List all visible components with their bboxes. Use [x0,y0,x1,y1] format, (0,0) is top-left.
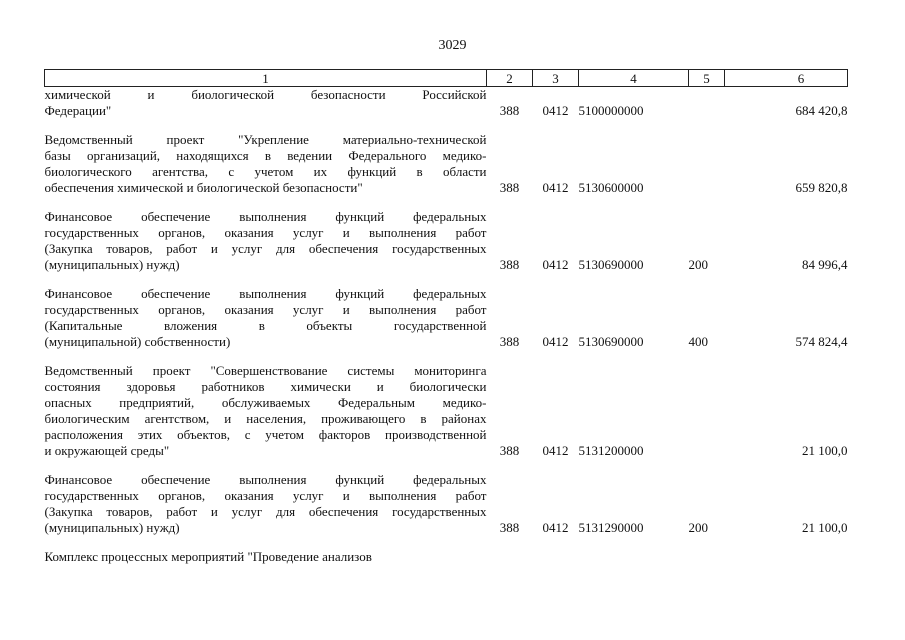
row-spacer [45,536,848,549]
description-line: расположения этих объектов, с учетом факторов производственной [44,427,487,442]
row-spacer [45,350,848,363]
row-spacer-cell [45,273,848,286]
description-line: Финансовое обеспечение выполнения функций федеральных [44,472,487,487]
expense-type-code [689,132,725,196]
table-row [45,132,848,196]
section-code: 0412 [542,520,569,535]
description-line: и окружающей среды" [44,443,170,458]
ministry-code: 388 [499,180,520,195]
target-article-code: 5131200000 [578,443,644,458]
section-code: 0412 [542,334,569,349]
expense-type-code [689,549,725,565]
row-description [45,209,487,273]
row-spacer [45,459,848,472]
table-row [45,286,848,350]
budget-table [44,69,848,565]
ministry-code: 388 [499,443,520,458]
table-row [45,87,848,120]
target-article-code: 5130690000 [578,334,644,349]
amount: 659 820,8 [795,180,848,195]
description-line: (муниципальных) нужд) [44,520,180,535]
row-description [45,286,487,350]
column-header-2: 2 [487,70,533,87]
section-code: 0412 [542,443,569,458]
description-line: (Закупка товаров, работ и услуг для обеспечения государственных [44,241,487,256]
description-line: государственных органов, оказания услуг и выполнения работ [44,302,487,317]
column-header-4: 4 [579,70,689,87]
target-article-code: 5130690000 [578,257,644,272]
expense-type-code [689,87,725,120]
section-code [533,549,579,565]
description-line: обеспечения химической и биологической безопасности" [44,180,363,195]
description-line: химической и биологической безопасности Российской [44,87,487,102]
amount [725,549,848,565]
row-description [45,87,487,120]
row-spacer [45,273,848,286]
expense-type-code: 200 [688,257,708,272]
ministry-code: 388 [499,520,520,535]
description-line: биологического агентства, с учетом их функций в области [44,164,487,179]
description-line: Ведомственный проект "Совершенствование системы мониторинга [44,363,487,378]
ministry-code: 388 [499,103,520,118]
target-article-code: 5100000000 [578,103,644,118]
expense-type-code: 400 [688,334,708,349]
row-spacer-cell [45,119,848,132]
description-line: Федерации" [44,103,112,118]
column-header-5: 5 [689,70,725,87]
target-article-code: 5131290000 [578,520,644,535]
description-line: опасных предприятий, обслуживаемых Федеральным медико- [44,395,487,410]
description-line: Финансовое обеспечение выполнения функций федеральных [44,286,487,301]
description-line: состояния здоровья работников химически и биологически [44,379,487,394]
description-line: Комплекс процессных мероприятий "Проведение анализов [44,549,372,564]
table-row [45,472,848,536]
section-code: 0412 [542,257,569,272]
row-spacer-cell [45,196,848,209]
description-line: биологическим агентством, и населения, проживающего в районах [44,411,487,426]
ministry-code: 388 [499,257,520,272]
expense-type-code: 200 [688,520,708,535]
description-line: (муниципальной) собственности) [44,334,231,349]
description-line: государственных органов, оказания услуг и выполнения работ [44,488,487,503]
target-article-code [579,549,689,565]
target-article-code: 5130600000 [578,180,644,195]
page-number: 3029 [438,38,467,53]
table-row [45,363,848,459]
row-spacer [45,119,848,132]
section-code: 0412 [542,103,569,118]
column-header-3: 3 [533,70,579,87]
description-line: базы организаций, находящихся в ведении Федерального медико- [44,148,487,163]
amount: 574 824,4 [795,334,848,349]
row-spacer [45,196,848,209]
description-line: Ведомственный проект "Укрепление материально-технической [44,132,487,147]
row-description [45,132,487,196]
description-line: (Закупка товаров, работ и услуг для обеспечения государственных [44,504,487,519]
amount: 21 100,0 [802,443,848,458]
table-body [45,87,848,566]
row-spacer-cell [45,350,848,363]
description-line: государственных органов, оказания услуг и выполнения работ [44,225,487,240]
amount: 684 420,8 [795,103,848,118]
description-line: Финансовое обеспечение выполнения функций федеральных [44,209,487,224]
column-header-1: 1 [45,70,487,87]
row-spacer-cell [45,459,848,472]
row-spacer-cell [45,536,848,549]
table-header-row [45,70,848,87]
amount: 84 996,4 [802,257,848,272]
table-row [45,209,848,273]
row-description [45,549,487,565]
amount: 21 100,0 [802,520,848,535]
section-code: 0412 [542,180,569,195]
description-line: (Капитальные вложения в объекты государственной [44,318,487,333]
ministry-code: 388 [499,334,520,349]
column-header-6: 6 [725,70,848,87]
description-line: (муниципальных) нужд) [44,257,180,272]
expense-type-code [689,363,725,459]
row-description [45,363,487,459]
row-description [45,472,487,536]
ministry-code [487,549,533,565]
table-row [45,549,848,565]
